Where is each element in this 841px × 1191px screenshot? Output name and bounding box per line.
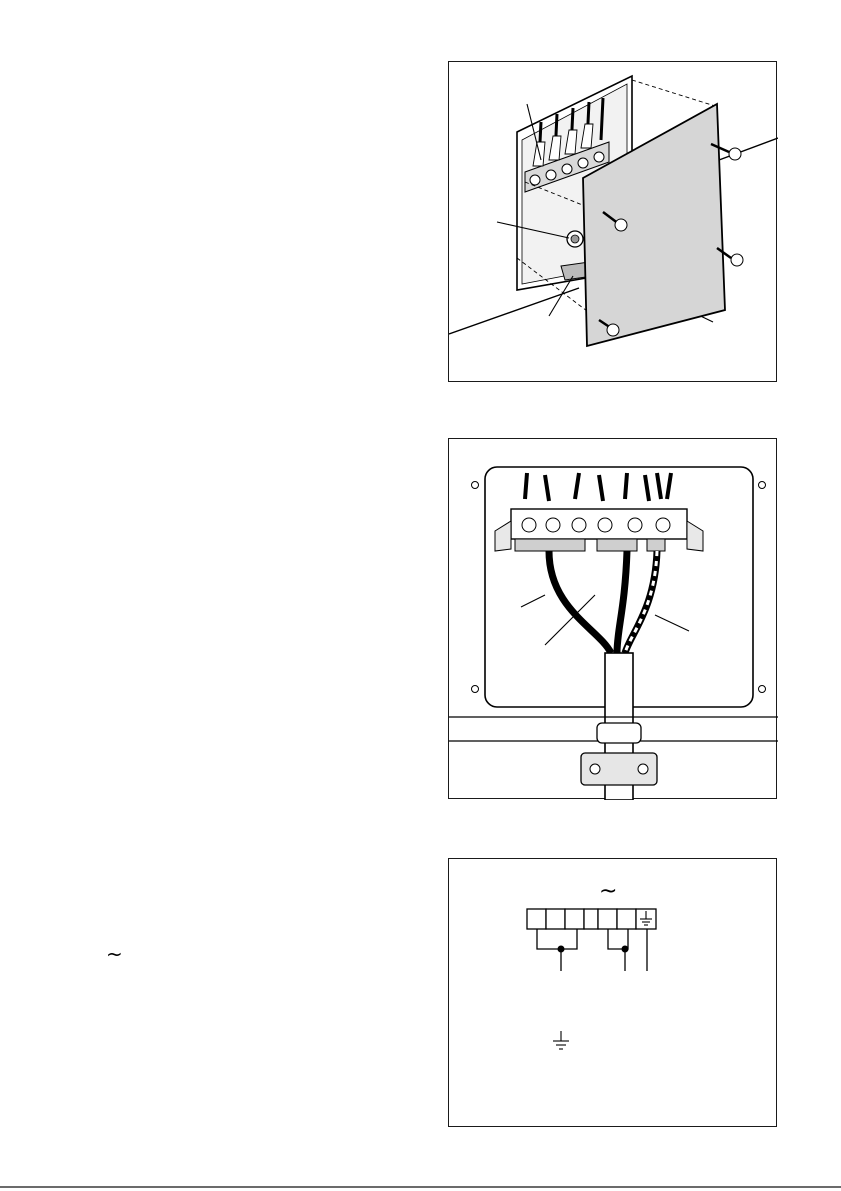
mounting-hole	[472, 482, 479, 489]
ac-supply-symbol: ~	[599, 879, 618, 904]
wall-edge-line	[719, 138, 778, 160]
earth-symbol-icon	[553, 1031, 569, 1049]
page-bottom-rule	[0, 1186, 841, 1188]
junction-dot	[622, 946, 629, 953]
mounting-hole	[759, 482, 766, 489]
mounting-hole	[472, 686, 479, 693]
connection-schematic	[449, 859, 778, 1128]
junction-dot	[558, 946, 565, 953]
figure-cover-plate-panel	[448, 61, 777, 382]
terminal-bridges	[537, 929, 647, 971]
cover-plate-illustration	[449, 62, 778, 383]
mounting-hole	[759, 686, 766, 693]
cable-clamp	[581, 723, 657, 785]
wiring-illustration	[449, 439, 778, 800]
figure-wiring-panel	[448, 438, 777, 799]
ac-symbol-text: ~	[106, 942, 123, 966]
terminal-row	[527, 909, 656, 929]
wall-edge-line	[449, 288, 579, 334]
figure-schematic-panel	[448, 858, 777, 1127]
